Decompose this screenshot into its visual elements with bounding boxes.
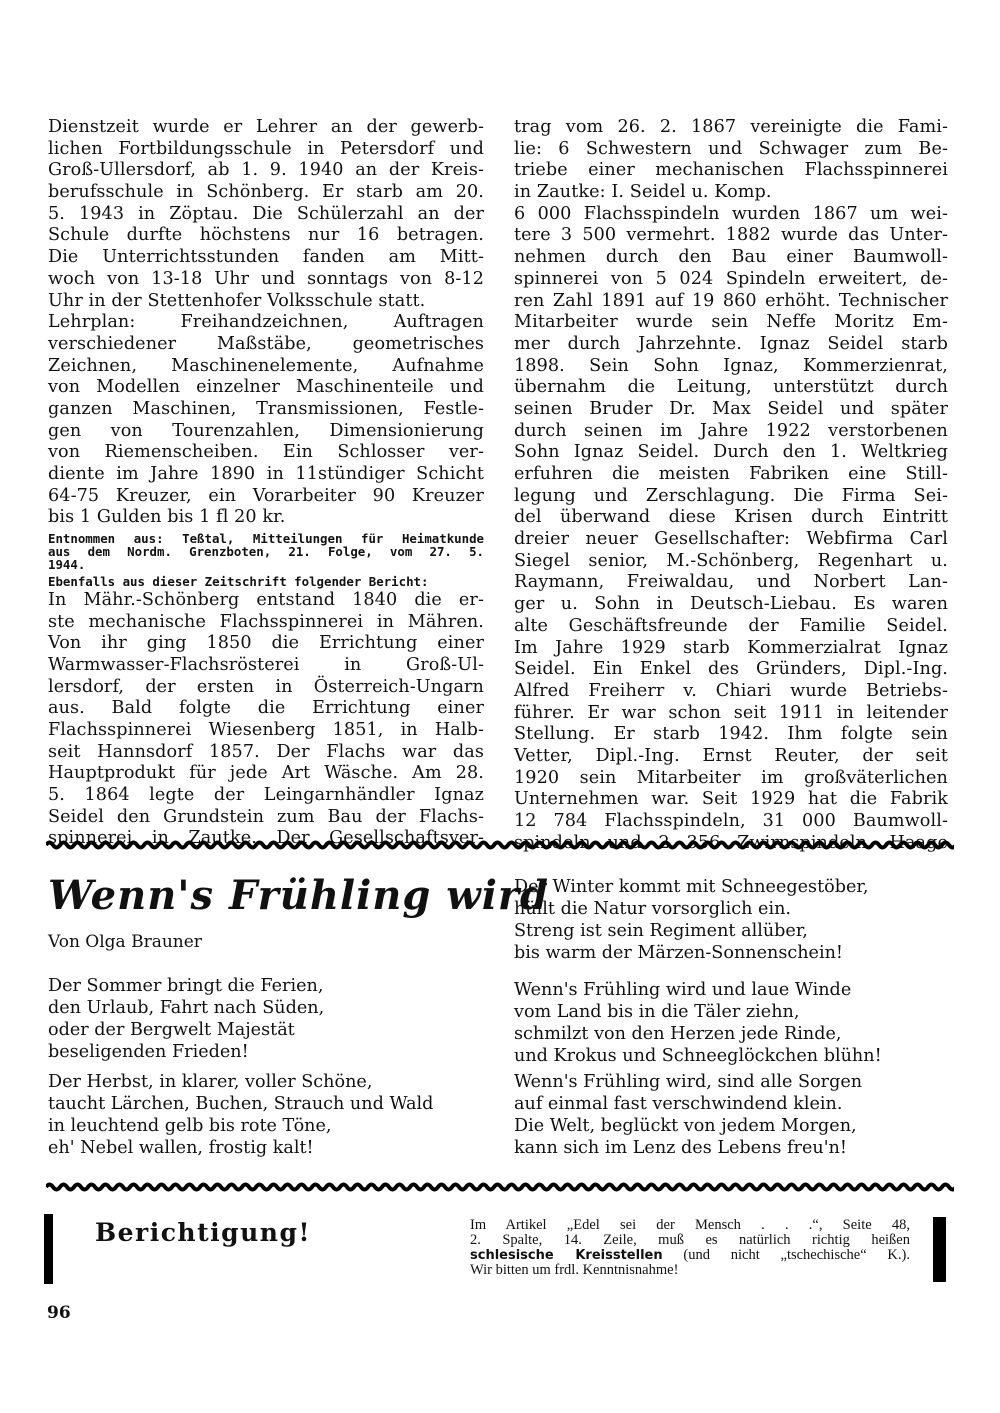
correction-text-part: 2. Spalte, 14. Zeile, muß es natürlich richtig heißen [470,1232,910,1248]
article-line: Lehrplan: Freihandzeichnen, Auftragen [48,312,484,333]
article-line: lichen Fortbildungsschule in Petersdorf und [48,138,484,159]
article-line: ganzen Maschinen, Transmissionen, Festle- [48,398,484,419]
article-line: Dienstzeit wurde er Lehrer an der gewerb- [48,117,484,137]
poem-line: in leuchtend gelb bis rote Töne, [48,1116,332,1136]
article-line: spinnerei in Zautke. Der Gesellschaftsver- [48,828,484,849]
article-line: 6 000 Flachsspindeln wurden 1867 um wei- [514,203,948,224]
poem-line: Der Winter kommt mit Schneegestöber, [514,877,869,897]
article-line: triebe einer mechanischen Flachsspinnerei [514,160,948,181]
article-line: ger u. Sohn in Deutsch-Liebau. Es waren [514,594,948,615]
poem-line: oder der Bergwelt Majestät [48,1020,295,1040]
poem-line: Der Herbst, in klarer, voller Schöne, [48,1072,373,1092]
source-note-line: Ebenfalls aus dieser Zeitschrift folgender Bericht: [48,573,429,589]
poem-title: Wenn's Frühling wird [48,872,549,919]
correction-line [470,1218,910,1233]
article-right-column [514,117,948,854]
article-line: Seidel. Ein Enkel des Gründers, Dipl.-Ing. [514,659,948,680]
article-line: von Modellen einzelner Maschinenteile und [48,377,484,398]
article-line: Siegel senior, M.-Schönberg, Regenhart u. [514,550,948,571]
poem-line: schmilzt von den Herzen jede Rinde, [514,1024,842,1044]
article-line: alte Geschäftsfreunde der Familie Seidel. [514,615,948,636]
article-line: berufsschule in Schönberg. Er starb am 20. [48,182,484,203]
article-line: seit Hannsdorf 1857. Der Flachs war das [48,741,484,762]
poem-line: Wenn's Frühling wird und laue Winde [514,980,852,1000]
article-line: In Mähr.-Schönberg entstand 1840 die er- [48,589,484,610]
article-line: Unternehmen war. Seit 1929 hat die Fabrik [514,789,948,810]
article-line: ren Zahl 1891 auf 19 860 erhöht. Technischer [514,290,948,311]
poem-line: hüllt die Natur vorsorglich ein. [514,899,791,919]
article-line: nehmen durch den Bau einer Baumwoll- [514,247,948,268]
article-left-column [48,117,484,850]
article-line: Zeichnen, Maschinenelemente, Aufnahme [48,355,484,376]
source-note-line: aus dem Nordm. Grenzboten, 21. Folge, vom 27. 5. [48,544,484,560]
source-note-line: 1944. [48,557,86,573]
article-line: von Riemenscheiben. Ein Schlosser ver- [48,442,484,463]
poem-line: eh' Nebel wallen, frostig kalt! [48,1138,314,1158]
wavy-divider-top [46,839,954,851]
article-line: Hauptprodukt für jede Art Wäsche. Am 28. [48,763,484,784]
article-line: Stellung. Er starb 1942. Ihm folgte sein [514,724,948,745]
article-line: 12 784 Flachsspindeln, 31 000 Baumwoll- [514,811,948,831]
poem-line: den Urlaub, Fahrt nach Süden, [48,998,325,1018]
article-line: bis 1 Gulden bis 1 fl 20 kr. [48,507,286,528]
poem-line: beseligenden Frieden! [48,1042,249,1062]
correction-left-bar [44,1214,53,1284]
article-line: Seidel den Grundstein zum Bau der Flachs- [48,806,484,827]
article-line: Schule durfte höchstens nur 16 betragen. [48,225,484,246]
correction-text-part: (und nicht „tschechische“ K.). [662,1247,910,1263]
page-number: 96 [47,1303,71,1323]
poem-stanza [48,975,324,1063]
article-line: 64-75 Kreuzer, ein Vorarbeiter 90 Kreuzer [48,485,484,506]
correction-text [470,1218,910,1278]
article-line: trag vom 26. 2. 1867 vereinigte die Fami- [514,117,948,137]
article-line: seinen Bruder Dr. Max Seidel und später [514,398,948,419]
article-line: Sohn Ignaz Seidel. Durch den 1. Weltkrieg [514,442,948,463]
article-line: legung und Zerschlagung. Die Firma Sei- [514,485,948,506]
article-line: del überwand diese Krisen durch Eintritt [514,507,948,528]
poem-stanza [514,979,882,1067]
article-line: Uhr in der Stettenhofer Volksschule statt. [48,290,426,311]
poem-stanza [514,1071,862,1159]
poem-stanza [48,1071,433,1159]
wavy-divider-bottom [46,1181,954,1193]
poem-line: und Krokus und Schneeglöckchen blühn! [514,1046,882,1066]
poem-line: vom Land bis in die Täler ziehn, [514,1002,800,1022]
correction-text-part: Im Artikel „Edel sei der Mensch . . .“, Seite 48, [470,1217,910,1233]
correction-emphasis: schlesische Kreisstellen [470,1248,663,1263]
article-line: Alfred Freiherr v. Chiari wurde Betriebs- [514,680,948,701]
article-line: Mitarbeiter wurde sein Neffe Moritz Em- [514,312,948,333]
poem-line: taucht Lärchen, Buchen, Strauch und Wald [48,1094,434,1114]
poem-line: auf einmal fast verschwindend klein. [514,1094,843,1114]
article-line: 1920 sein Mitarbeiter im großväterlichen [514,767,948,788]
article-line: ste mechanische Flachsspinnerei in Mähren. [48,611,484,632]
article-line: lie: 6 Schwestern und Schwager zum Be- [514,138,948,159]
poem-line: bis warm der Märzen-Sonnenschein! [514,943,843,963]
article-line: mer durch Jahrzehnte. Ignaz Seidel starb [514,333,948,354]
article-line: durch seinen im Jahre 1922 verstorbenen [514,420,948,441]
article-line: diente im Jahre 1890 in 11stündiger Schicht [48,464,484,484]
article-line: spindeln und 2 356 Zwirnspindeln. Haage [514,832,948,853]
poem-line: Die Welt, beglückt von jedem Morgen, [514,1116,857,1136]
article-line: Groß-Ullersdorf, ab 1. 9. 1940 an der Kreis- [48,160,484,181]
article-line: übernahm die Leitung, unterstützt durch [514,377,948,398]
poem-line: Streng ist sein Regiment allüber, [514,921,808,941]
article-line: gen von Tourenzahlen, Dimensionierung [48,420,484,441]
poem-line: Wenn's Frühling wird, sind alle Sorgen [514,1072,863,1092]
article-line: 5. 1943 in Zöptau. Die Schülerzahl an der [48,203,484,224]
poem-stanza [514,876,869,964]
poem-line: kann sich im Lenz des Lebens freu'n! [514,1138,847,1158]
correction-heading: Berichtigung! [95,1218,311,1247]
article-line: 5. 1864 legte der Leingarnhändler Ignaz [48,785,484,805]
article-line: Im Jahre 1929 starb Kommerzialrat Ignaz [514,637,948,658]
poem-line: Der Sommer bringt die Ferien, [48,976,324,996]
article-line: spinnerei von 5 024 Spindeln erweitert, de- [514,268,948,289]
article-line: 1898. Sein Sohn Ignaz, Kommerzienrat, [514,355,948,376]
correction-line [470,1263,910,1278]
article-line: Flachsspinnerei Wiesenberg 1851, in Halb- [48,719,484,740]
article-line: erfuhren die meisten Fabriken eine Still- [514,464,948,484]
article-line: Von ihr ging 1850 die Errichtung einer [48,633,484,654]
article-line: Die Unterrichtsstunden fanden am Mitt- [48,247,484,268]
article-line: tere 3 500 vermehrt. 1882 wurde das Unter- [514,225,948,246]
article-line: Vetter, Dipl.-Ing. Ernst Reuter, der seit [514,745,948,766]
correction-right-bar [933,1217,946,1282]
article-line: dreier neuer Gesellschafter: Webfirma Carl [514,529,948,550]
correction-line [470,1233,910,1248]
poem-byline: Von Olga Brauner [48,932,202,952]
article-line: aus. Bald folgte die Errichtung einer [48,698,484,719]
article-line: Raymann, Freiwaldau, und Norbert Lan- [514,572,948,593]
article-line: führer. Er war schon seit 1911 in leitender [514,702,948,723]
article-line: in Zautke: I. Seidel u. Komp. [514,182,772,203]
article-line: Warmwasser-Flachsrösterei in Groß-Ul- [48,654,484,675]
source-note-line: Entnommen aus: Teßtal, Mitteilungen für Heimatkunde [48,531,484,547]
article-line: verschiedener Maßstäbe, geometrisches [48,333,484,354]
correction-text-part: Wir bitten um frdl. Kenntnisnahme! [470,1262,679,1278]
article-line: woch von 13-18 Uhr und sonntags von 8-12 [48,268,484,289]
article-line: lersdorf, der ersten in Österreich-Ungarn [48,676,484,697]
correction-line [470,1248,910,1263]
